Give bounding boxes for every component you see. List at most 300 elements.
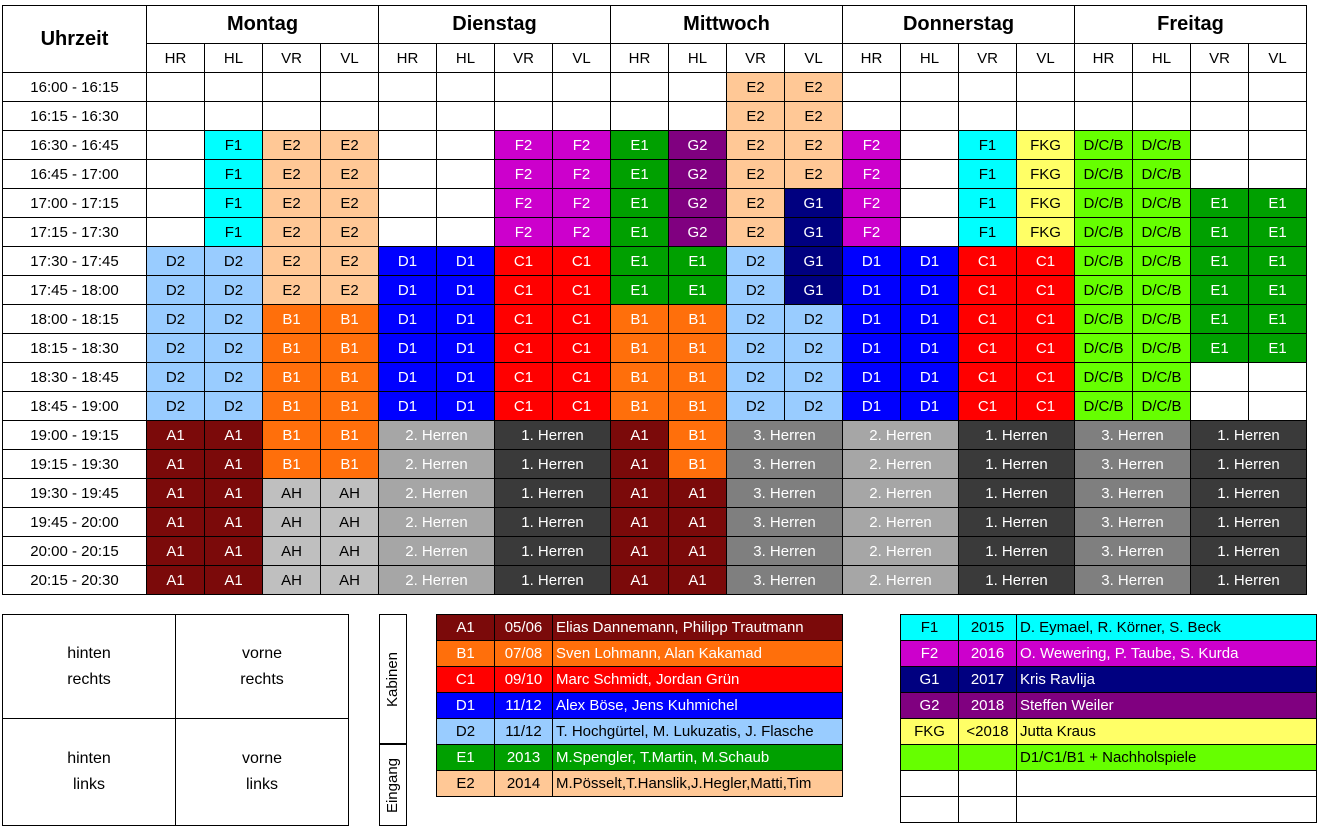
slot-empty: [263, 73, 321, 102]
slot-3-herren: 3. Herren: [727, 450, 843, 479]
day-header-donnerstag: Donnerstag: [843, 6, 1075, 44]
legend-names: T. Hochgürtel, M. Lukuzatis, J. Flasche: [553, 719, 843, 745]
legend-names: Elias Dannemann, Philipp Trautmann: [553, 615, 843, 641]
slot-d1: D1: [437, 305, 495, 334]
slot-empty: [205, 102, 263, 131]
slot-a1: A1: [147, 508, 205, 537]
slot-empty: [437, 73, 495, 102]
time-slot: 19:30 - 19:45: [3, 479, 147, 508]
slot-f2: F2: [843, 189, 901, 218]
slot-fkg: FKG: [1017, 218, 1075, 247]
quadrant-hinten-links: hinten links: [3, 719, 176, 825]
slot-a1: A1: [669, 508, 727, 537]
slot-d1: D1: [843, 276, 901, 305]
slot-d2: D2: [205, 247, 263, 276]
slot-e2: E2: [727, 73, 785, 102]
slot-2-herren: 2. Herren: [379, 421, 495, 450]
slot-1-herren: 1. Herren: [495, 479, 611, 508]
slot-empty: [379, 218, 437, 247]
slot-c1: C1: [1017, 305, 1075, 334]
slot-empty: [379, 131, 437, 160]
slot-f2: F2: [495, 160, 553, 189]
slot-b1: B1: [669, 363, 727, 392]
slot-e2: E2: [321, 247, 379, 276]
slot-b1: B1: [611, 392, 669, 421]
slot-d2: D2: [727, 334, 785, 363]
slot-d-c-b: D/C/B: [1133, 392, 1191, 421]
slot-b1: B1: [669, 421, 727, 450]
legend-year: 2013: [495, 745, 553, 771]
slot-empty: [553, 102, 611, 131]
schedule-row: [3, 102, 1307, 131]
slot-1-herren: 1. Herren: [495, 537, 611, 566]
legend-row: [901, 745, 1317, 771]
slot-e2: E2: [321, 189, 379, 218]
slot-empty: [321, 73, 379, 102]
slot-2-herren: 2. Herren: [379, 450, 495, 479]
slot-empty: [495, 73, 553, 102]
time-column-header: Uhrzeit: [3, 6, 147, 73]
slot-ah: AH: [263, 566, 321, 595]
slot-fkg: FKG: [1017, 189, 1075, 218]
slot-f2: F2: [843, 131, 901, 160]
slot-c1: C1: [959, 334, 1017, 363]
slot-b1: B1: [611, 363, 669, 392]
slot-f2: F2: [495, 131, 553, 160]
legend-names: M.Pösselt,T.Hanslik,J.Hegler,Matti,Tim: [553, 771, 843, 797]
schedule-row: [3, 247, 1307, 276]
slot-b1: B1: [263, 334, 321, 363]
legend-year: [959, 745, 1017, 771]
slot-empty: [1075, 102, 1133, 131]
slot-d-c-b: D/C/B: [1133, 305, 1191, 334]
schedule-row: [3, 131, 1307, 160]
slot-3-herren: 3. Herren: [1075, 566, 1191, 595]
slot-d1: D1: [379, 305, 437, 334]
legend-year: 11/12: [495, 719, 553, 745]
legend-names: Steffen Weiler: [1017, 693, 1317, 719]
slot-e2: E2: [321, 131, 379, 160]
slot-3-herren: 3. Herren: [1075, 537, 1191, 566]
legend-names: D1/C1/B1 + Nachholspiele: [1017, 745, 1317, 771]
slot-d-c-b: D/C/B: [1075, 363, 1133, 392]
slot-b1: B1: [669, 450, 727, 479]
slot-b1: B1: [263, 421, 321, 450]
time-slot: 17:45 - 18:00: [3, 276, 147, 305]
slot-a1: A1: [611, 508, 669, 537]
slot-3-herren: 3. Herren: [1075, 508, 1191, 537]
slot-e2: E2: [263, 131, 321, 160]
slot-e1: E1: [611, 131, 669, 160]
slot-a1: A1: [147, 479, 205, 508]
legend-names: Kris Ravlija: [1017, 667, 1317, 693]
slot-b1: B1: [263, 363, 321, 392]
day-header-mittwoch: Mittwoch: [611, 6, 843, 44]
slot-a1: A1: [205, 566, 263, 595]
slot-e2: E2: [263, 160, 321, 189]
time-slot: 17:30 - 17:45: [3, 247, 147, 276]
slot-d2: D2: [785, 305, 843, 334]
slot-d-c-b: D/C/B: [1133, 218, 1191, 247]
slot-1-herren: 1. Herren: [495, 450, 611, 479]
slot-f2: F2: [495, 189, 553, 218]
field-header-hl: HL: [901, 44, 959, 73]
slot-d-c-b: D/C/B: [1133, 247, 1191, 276]
slot-empty: [669, 73, 727, 102]
slot-e2: E2: [263, 247, 321, 276]
slot-d2: D2: [785, 392, 843, 421]
field-header-vr: VR: [727, 44, 785, 73]
slot-empty: [1191, 160, 1249, 189]
slot-a1: A1: [669, 479, 727, 508]
slot-empty: [379, 102, 437, 131]
day-header-montag: Montag: [147, 6, 379, 44]
slot-d1: D1: [437, 363, 495, 392]
slot-empty: [959, 73, 1017, 102]
field-header-hr: HR: [147, 44, 205, 73]
field-header-hl: HL: [669, 44, 727, 73]
slot-empty: [437, 189, 495, 218]
slot-a1: A1: [611, 479, 669, 508]
slot-empty: [1017, 102, 1075, 131]
field-header-hr: HR: [611, 44, 669, 73]
slot-c1: C1: [495, 305, 553, 334]
slot-1-herren: 1. Herren: [1191, 537, 1307, 566]
field-header-vl: VL: [1249, 44, 1307, 73]
schedule-row: [3, 508, 1307, 537]
schedule-row: [3, 189, 1307, 218]
slot-a1: A1: [205, 537, 263, 566]
quadrant-vorne-links: vorne links: [241, 750, 283, 793]
slot-f1: F1: [205, 218, 263, 247]
legend-row: [437, 771, 843, 797]
slot-c1: C1: [495, 392, 553, 421]
slot-e2: E2: [727, 218, 785, 247]
slot-1-herren: 1. Herren: [495, 421, 611, 450]
schedule-row: [3, 218, 1307, 247]
slot-d2: D2: [147, 334, 205, 363]
slot-empty: [1249, 102, 1307, 131]
slot-fkg: FKG: [1017, 131, 1075, 160]
slot-b1: B1: [263, 392, 321, 421]
slot-empty: [379, 160, 437, 189]
slot-d2: D2: [727, 363, 785, 392]
legend-row: [437, 615, 843, 641]
slot-d1: D1: [379, 363, 437, 392]
legend-names: [1017, 771, 1317, 797]
slot-empty: [1133, 102, 1191, 131]
slot-3-herren: 3. Herren: [1075, 479, 1191, 508]
slot-1-herren: 1. Herren: [959, 537, 1075, 566]
slot-d-c-b: D/C/B: [1075, 247, 1133, 276]
slot-g1: G1: [785, 218, 843, 247]
slot-e1: E1: [1249, 276, 1307, 305]
slot-d2: D2: [205, 276, 263, 305]
time-slot: 17:00 - 17:15: [3, 189, 147, 218]
field-header-vl: VL: [321, 44, 379, 73]
slot-f1: F1: [205, 160, 263, 189]
slot-2-herren: 2. Herren: [843, 508, 959, 537]
slot-c1: C1: [553, 392, 611, 421]
slot-e1: E1: [1249, 189, 1307, 218]
legend-row: [901, 667, 1317, 693]
schedule-row: [3, 363, 1307, 392]
field-header-hl: HL: [1133, 44, 1191, 73]
legend-year: 11/12: [495, 693, 553, 719]
slot-a1: A1: [611, 421, 669, 450]
slot-d-c-b: D/C/B: [1133, 334, 1191, 363]
slot-a1: A1: [147, 537, 205, 566]
slot-empty: [1191, 73, 1249, 102]
slot-e2: E2: [321, 276, 379, 305]
slot-e2: E2: [321, 160, 379, 189]
legend-code: E2: [437, 771, 495, 797]
slot-d1: D1: [437, 392, 495, 421]
slot-empty: [437, 131, 495, 160]
slot-e1: E1: [1249, 218, 1307, 247]
slot-a1: A1: [611, 450, 669, 479]
slot-empty: [495, 102, 553, 131]
slot-1-herren: 1. Herren: [959, 479, 1075, 508]
slot-d-c-b: D/C/B: [1075, 334, 1133, 363]
slot-empty: [1191, 102, 1249, 131]
slot-e2: E2: [321, 218, 379, 247]
slot-2-herren: 2. Herren: [843, 450, 959, 479]
slot-d1: D1: [901, 363, 959, 392]
slot-1-herren: 1. Herren: [959, 508, 1075, 537]
legend-names: O. Wewering, P. Taube, S. Kurda: [1017, 641, 1317, 667]
slot-f1: F1: [959, 189, 1017, 218]
slot-empty: [147, 160, 205, 189]
slot-a1: A1: [205, 450, 263, 479]
slot-1-herren: 1. Herren: [959, 566, 1075, 595]
field-header-vl: VL: [785, 44, 843, 73]
slot-d2: D2: [147, 363, 205, 392]
legend-code: E1: [437, 745, 495, 771]
slot-d1: D1: [437, 276, 495, 305]
schedule-row: [3, 73, 1307, 102]
slot-d1: D1: [379, 247, 437, 276]
slot-d1: D1: [901, 305, 959, 334]
slot-b1: B1: [611, 334, 669, 363]
slot-e1: E1: [1191, 305, 1249, 334]
slot-empty: [611, 73, 669, 102]
slot-c1: C1: [959, 392, 1017, 421]
slot-b1: B1: [321, 363, 379, 392]
slot-c1: C1: [495, 363, 553, 392]
slot-d2: D2: [147, 276, 205, 305]
time-slot: 18:30 - 18:45: [3, 363, 147, 392]
slot-1-herren: 1. Herren: [959, 450, 1075, 479]
slot-2-herren: 2. Herren: [843, 537, 959, 566]
legend-code: A1: [437, 615, 495, 641]
field-header-vl: VL: [553, 44, 611, 73]
legend-code: [901, 797, 959, 823]
slot-f1: F1: [205, 131, 263, 160]
slot-2-herren: 2. Herren: [379, 508, 495, 537]
schedule-row: [3, 276, 1307, 305]
slot-g2: G2: [669, 218, 727, 247]
slot-f1: F1: [959, 218, 1017, 247]
slot-g1: G1: [785, 247, 843, 276]
slot-e1: E1: [611, 189, 669, 218]
slot-d-c-b: D/C/B: [1075, 189, 1133, 218]
slot-ah: AH: [321, 566, 379, 595]
slot-b1: B1: [611, 305, 669, 334]
slot-c1: C1: [959, 363, 1017, 392]
slot-3-herren: 3. Herren: [727, 537, 843, 566]
slot-c1: C1: [959, 247, 1017, 276]
legend-row: [437, 641, 843, 667]
schedule-row: [3, 421, 1307, 450]
time-slot: 16:00 - 16:15: [3, 73, 147, 102]
slot-empty: [1249, 363, 1307, 392]
slot-e2: E2: [727, 189, 785, 218]
slot-3-herren: 3. Herren: [727, 566, 843, 595]
slot-empty: [437, 160, 495, 189]
slot-e1: E1: [1191, 276, 1249, 305]
kabinen-label: Kabinen: [384, 651, 402, 707]
schedule-row: [3, 334, 1307, 363]
slot-ah: AH: [321, 537, 379, 566]
slot-f2: F2: [495, 218, 553, 247]
slot-3-herren: 3. Herren: [727, 479, 843, 508]
legend-row: [437, 693, 843, 719]
slot-d-c-b: D/C/B: [1133, 160, 1191, 189]
slot-e1: E1: [1191, 334, 1249, 363]
legend-row: [901, 771, 1317, 797]
slot-d1: D1: [379, 392, 437, 421]
slot-e1: E1: [1249, 247, 1307, 276]
slot-3-herren: 3. Herren: [727, 508, 843, 537]
slot-a1: A1: [669, 537, 727, 566]
slot-d-c-b: D/C/B: [1075, 392, 1133, 421]
legend-code: [901, 745, 959, 771]
slot-1-herren: 1. Herren: [495, 508, 611, 537]
legend-year: 09/10: [495, 667, 553, 693]
slot-d1: D1: [901, 392, 959, 421]
slot-empty: [1249, 131, 1307, 160]
slot-c1: C1: [553, 276, 611, 305]
slot-e2: E2: [785, 73, 843, 102]
slot-empty: [1017, 73, 1075, 102]
slot-empty: [437, 102, 495, 131]
time-slot: 20:15 - 20:30: [3, 566, 147, 595]
slot-d1: D1: [901, 276, 959, 305]
legend-year: 2015: [959, 615, 1017, 641]
slot-empty: [901, 102, 959, 131]
slot-b1: B1: [263, 305, 321, 334]
eingang-label: Eingang: [384, 757, 402, 813]
slot-empty: [901, 160, 959, 189]
slot-d-c-b: D/C/B: [1075, 160, 1133, 189]
slot-empty: [379, 189, 437, 218]
slot-f2: F2: [553, 160, 611, 189]
legend-code: G2: [901, 693, 959, 719]
time-slot: 16:15 - 16:30: [3, 102, 147, 131]
slot-e2: E2: [727, 102, 785, 131]
slot-c1: C1: [495, 276, 553, 305]
slot-empty: [321, 102, 379, 131]
slot-a1: A1: [205, 479, 263, 508]
slot-e1: E1: [611, 276, 669, 305]
slot-empty: [1249, 73, 1307, 102]
slot-d2: D2: [147, 392, 205, 421]
legend-year: [959, 797, 1017, 823]
slot-b1: B1: [321, 334, 379, 363]
slot-empty: [147, 73, 205, 102]
slot-e2: E2: [785, 160, 843, 189]
slot-c1: C1: [553, 305, 611, 334]
slot-f1: F1: [959, 160, 1017, 189]
slot-d1: D1: [379, 334, 437, 363]
legend-year: 2018: [959, 693, 1017, 719]
time-slot: 18:00 - 18:15: [3, 305, 147, 334]
slot-d1: D1: [901, 334, 959, 363]
slot-d2: D2: [785, 334, 843, 363]
field-header-hr: HR: [379, 44, 437, 73]
slot-e2: E2: [785, 102, 843, 131]
slot-d-c-b: D/C/B: [1075, 131, 1133, 160]
slot-ah: AH: [321, 479, 379, 508]
quadrant-hinten-rechts: hinten rechts: [3, 615, 176, 719]
field-header-vr: VR: [959, 44, 1017, 73]
slot-d1: D1: [843, 247, 901, 276]
slot-empty: [669, 102, 727, 131]
legend-code: B1: [437, 641, 495, 667]
slot-1-herren: 1. Herren: [1191, 450, 1307, 479]
legend-row: [901, 719, 1317, 745]
slot-empty: [843, 102, 901, 131]
slot-e1: E1: [1191, 247, 1249, 276]
slot-empty: [553, 73, 611, 102]
legend-row: [901, 641, 1317, 667]
slot-b1: B1: [321, 421, 379, 450]
slot-d1: D1: [901, 247, 959, 276]
slot-f2: F2: [553, 218, 611, 247]
slot-2-herren: 2. Herren: [843, 421, 959, 450]
legend-year: 07/08: [495, 641, 553, 667]
slot-a1: A1: [205, 421, 263, 450]
slot-3-herren: 3. Herren: [1075, 450, 1191, 479]
legend-names: Jutta Kraus: [1017, 719, 1317, 745]
legend-year: 05/06: [495, 615, 553, 641]
time-slot: 19:45 - 20:00: [3, 508, 147, 537]
slot-1-herren: 1. Herren: [959, 421, 1075, 450]
slot-c1: C1: [495, 334, 553, 363]
slot-2-herren: 2. Herren: [379, 537, 495, 566]
slot-c1: C1: [553, 334, 611, 363]
slot-c1: C1: [1017, 276, 1075, 305]
slot-e1: E1: [1191, 218, 1249, 247]
slot-b1: B1: [669, 392, 727, 421]
slot-d1: D1: [379, 276, 437, 305]
slot-c1: C1: [959, 305, 1017, 334]
slot-empty: [263, 102, 321, 131]
legend-code: [901, 771, 959, 797]
slot-empty: [437, 218, 495, 247]
legend-year: [959, 771, 1017, 797]
time-slot: 17:15 - 17:30: [3, 218, 147, 247]
slot-e2: E2: [263, 276, 321, 305]
legend-year: <2018: [959, 719, 1017, 745]
slot-a1: A1: [147, 566, 205, 595]
slot-c1: C1: [553, 247, 611, 276]
slot-2-herren: 2. Herren: [379, 479, 495, 508]
legend-year: 2016: [959, 641, 1017, 667]
slot-empty: [901, 131, 959, 160]
slot-d-c-b: D/C/B: [1075, 305, 1133, 334]
